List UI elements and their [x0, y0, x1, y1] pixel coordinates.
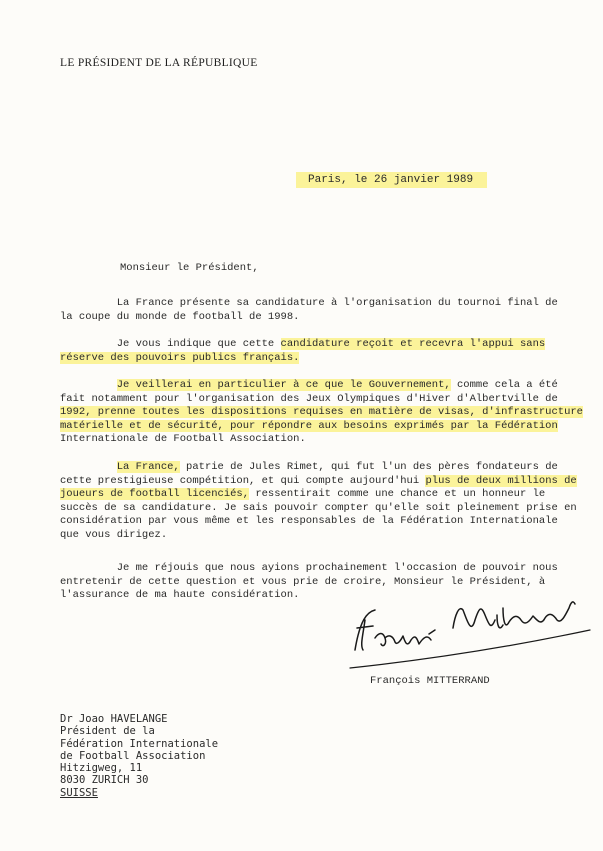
paragraph-text: comme cela a été fait notamment pour l'organisation des Jeux Olympiques d'Hiver d'Albertville de: [60, 379, 558, 405]
paragraph-text: Je me réjouis que nous ayions prochainement l'occasion de pouvoir nous entretenir de cette question et vous prie de croire, Monsieur le Président, à l'assurance de ma haute considération.: [60, 562, 558, 601]
paragraph-text: Internationale de Football Association.: [60, 433, 306, 445]
date-place: Paris, le: [308, 174, 368, 186]
highlighted-text: candidature reçoit et recevra l'appui sans réserve des pouvoirs publics français.: [60, 338, 546, 364]
highlighted-text: 1992, prenne toutes les dispositions requises en matière de visas, d'infrastructure matérielle et de sécurité, pour répondre aux besoins exprimés par la Fédération: [60, 406, 583, 432]
paragraph-4: [60, 461, 580, 542]
date-line: [296, 172, 487, 188]
highlighted-text: La France,: [116, 461, 180, 473]
paragraph-text: [60, 379, 117, 391]
paragraph-2: [60, 338, 580, 365]
paragraph-text: [60, 461, 117, 473]
recipient-address: [60, 713, 218, 799]
paragraph-text: ressentirait comme une chance et un honneur le succès de sa candidature. Je sais pouvoir compter qu'elle soit pleinement prise en considération par vous même et les responsables de la Fédération Internationale que vous dirigez.: [60, 488, 577, 541]
signatory-name: François MITTERRAND: [370, 675, 490, 687]
salutation: Monsieur le Président,: [120, 262, 259, 274]
highlighted-text: plus de deux millions de joueurs de football licenciés,: [60, 474, 577, 500]
date-value: 26 janvier 1989: [374, 174, 474, 186]
letterhead: LE PRÉSIDENT DE LA RÉPUBLIQUE: [60, 57, 258, 69]
paragraph-text: Je vous indique que cette: [60, 338, 281, 350]
address-country: SUISSE: [60, 786, 98, 799]
handwritten-signature: [345, 590, 595, 680]
paragraph-text: La France présente sa candidature à l'organisation du tournoi final de la coupe du monde de football de 1998.: [60, 297, 558, 323]
highlighted-text: Je veillerai en particulier à ce que le Gouvernement,: [116, 379, 451, 391]
address-lines: Dr Joao HAVELANGE Président de la Fédération Internationale de Football Association Hitzigweg, 11 8030 ZURICH 30: [60, 713, 219, 787]
paragraph-3: [60, 379, 583, 447]
paragraph-text: patrie de Jules Rimet, qui fut l'un des pères fondateurs de cette prestigieuse compétition, et qui compte aujourd'hui: [60, 461, 558, 487]
paragraph-1: [60, 297, 580, 324]
